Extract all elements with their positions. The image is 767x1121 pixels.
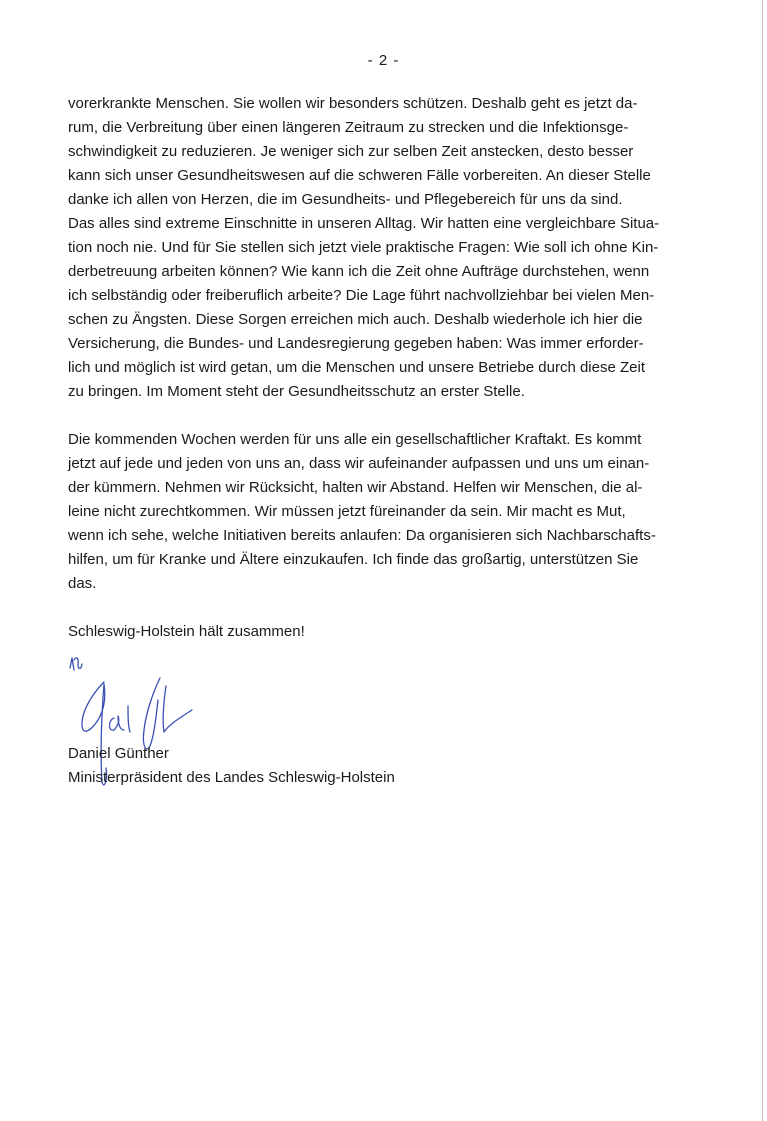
text-line: das. — [68, 575, 97, 592]
text-line: hilfen, um für Kranke und Ältere einzukaufen. Ich finde das großartig, unterstützen Sie — [68, 551, 639, 568]
text-line: schen zu Ängsten. Diese Sorgen erreichen mich auch. Deshalb wiederhole ich hier die — [68, 311, 643, 328]
text-line: tion noch nie. Und für Sie stellen sich jetzt viele praktische Fragen: Wie soll ich ohne Kin- — [68, 239, 659, 256]
text-line: jetzt auf jede und jeden von uns an, dass wir aufeinander aufpassen und uns um einan- — [68, 455, 650, 472]
text-line: schwindigkeit zu reduzieren. Je weniger sich zur selben Zeit anstecken, desto besser — [68, 143, 634, 160]
text-line: lich und möglich ist wird getan, um die Menschen und unsere Betriebe durch diese Zeit — [68, 359, 645, 376]
closing-line: Schleswig-Holstein hält zusammen! — [68, 623, 305, 640]
text-line: leine nicht zurechtkommen. Wir müssen jetzt füreinander da sein. Mir macht es Mut, — [68, 503, 626, 520]
text-line: zu bringen. Im Moment steht der Gesundheitsschutz an erster Stelle. — [68, 383, 525, 400]
page-edge — [762, 0, 763, 1121]
text-line: Versicherung, die Bundes- und Landesregierung gegeben haben: Was immer erforder- — [68, 335, 644, 352]
text-line: danke ich allen von Herzen, die im Gesundheits- und Pflegebereich für uns da sind. — [68, 191, 623, 208]
text-line: wenn ich sehe, welche Initiativen bereits anlaufen: Da organisieren sich Nachbarschafts- — [68, 527, 656, 544]
signatory-name: Daniel Günther — [68, 745, 169, 762]
text-line: ich selbständig oder freiberuflich arbeite? Die Lage führt nachvollziehbar bei vielen Men- — [68, 287, 655, 304]
text-line: derbetreuung arbeiten können? Wie kann ich die Zeit ohne Aufträge durchstehen, wenn — [68, 263, 650, 280]
text-line: Das alles sind extreme Einschnitte in unseren Alltag. Wir hatten eine vergleichbare Situa- — [68, 215, 660, 232]
text-line: rum, die Verbreitung über einen längeren Zeitraum zu strecken und die Infektionsge- — [68, 119, 629, 136]
text-line: vorerkrankte Menschen. Sie wollen wir besonders schützen. Deshalb geht es jetzt da- — [68, 95, 638, 112]
text-line: der kümmern. Nehmen wir Rücksicht, halten wir Abstand. Helfen wir Menschen, die al- — [68, 479, 643, 496]
page-number: - 2 - — [367, 52, 400, 69]
text-line: Die kommenden Wochen werden für uns alle ein gesellschaftlicher Kraftakt. Es kommt — [68, 431, 642, 448]
signatory-title: Ministerpräsident des Landes Schleswig-Holstein — [68, 769, 395, 786]
text-line: kann sich unser Gesundheitswesen auf die schweren Fälle vorbereiten. An dieser Stelle — [68, 167, 651, 184]
